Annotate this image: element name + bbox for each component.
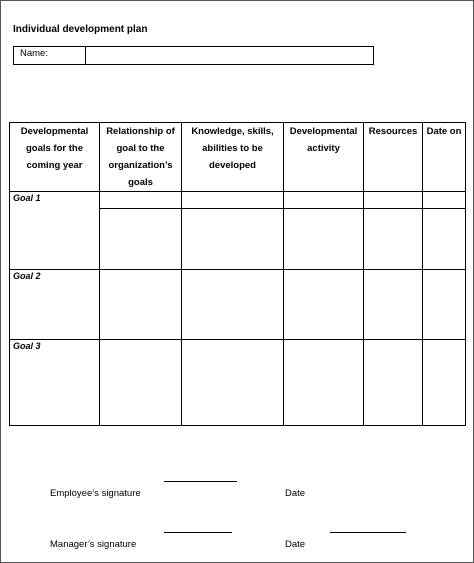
table-cell[interactable] [423, 192, 466, 209]
goal-row [10, 192, 466, 209]
table-cell[interactable] [100, 270, 182, 340]
table-cell[interactable] [364, 209, 423, 270]
header-knowledge: Knowledge, skills, abilities to be developed [182, 123, 284, 192]
table-cell[interactable] [100, 340, 182, 426]
manager-date-label: Date [285, 539, 306, 550]
table-cell[interactable] [423, 209, 466, 270]
table-cell[interactable] [182, 340, 284, 426]
table-cell[interactable] [423, 340, 466, 426]
header-resources: Resources [364, 123, 423, 192]
goal-row [10, 340, 466, 426]
employee-date-label: Date [285, 488, 306, 499]
header-relationship: Relationship of goal to the organization’s goals [100, 123, 182, 192]
development-plan-table [9, 122, 466, 426]
goal-row [10, 270, 466, 340]
header-goals: Developmental goals for the coming year [10, 123, 100, 192]
employee-signature-line[interactable] [164, 481, 237, 482]
manager-signature-label: Manager’s signature [50, 539, 137, 550]
table-cell[interactable] [364, 192, 423, 209]
table-cell[interactable] [284, 209, 364, 270]
header-row [10, 123, 466, 192]
employee-signature-label: Employee’s signature [50, 488, 141, 499]
table-cell[interactable] [182, 270, 284, 340]
name-input[interactable] [86, 47, 373, 64]
manager-date-line[interactable] [330, 532, 406, 533]
goal-1-label: Goal 1 [10, 192, 100, 270]
name-label: Name: [14, 47, 86, 64]
document-title: Individual development plan [13, 24, 148, 35]
table-cell[interactable] [364, 270, 423, 340]
table-cell[interactable] [364, 340, 423, 426]
goal-2-label: Goal 2 [10, 270, 100, 340]
table-cell[interactable] [284, 340, 364, 426]
header-date: Date on [423, 123, 466, 192]
name-field-box [13, 46, 374, 65]
header-activity: Developmental activity [284, 123, 364, 192]
table-cell[interactable] [423, 270, 466, 340]
manager-signature-line[interactable] [164, 532, 232, 533]
table-cell[interactable] [100, 192, 182, 209]
table-cell[interactable] [182, 192, 284, 209]
table-cell[interactable] [100, 209, 182, 270]
table-cell[interactable] [284, 270, 364, 340]
table-cell[interactable] [284, 192, 364, 209]
table-cell[interactable] [182, 209, 284, 270]
goal-3-label: Goal 3 [10, 340, 100, 426]
